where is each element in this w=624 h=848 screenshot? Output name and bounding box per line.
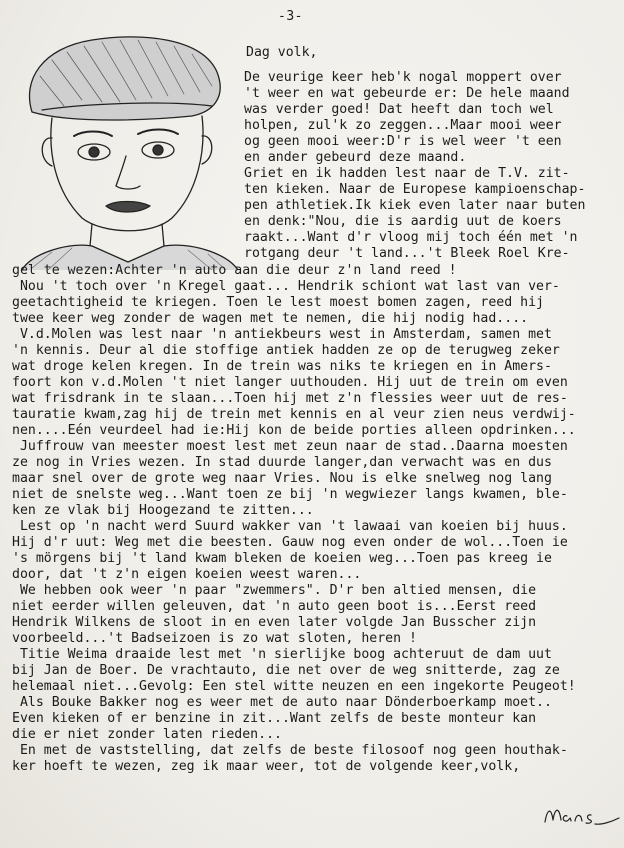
signature: [541, 796, 621, 836]
text-line: 'n kennis. Deur al die stoffige antiek hadden ze op de terugweg zeker: [12, 343, 560, 358]
text-line: Griet en ik hadden lest naar de T.V. zit-: [244, 166, 570, 181]
text-line: og geen mooi weer:D'r is wel weer 't een: [244, 134, 562, 149]
text-line: twee keer weg zonder de wagen met te nemen, die hij nodig had....: [12, 311, 529, 326]
text-line: ze nog in Vries wezen. In stad duurde langer,dan verwacht was en dus: [12, 455, 552, 470]
text-line: nen....Eén veurdeel had ie:Hij kon de beide porties alleen opdrinken...: [12, 423, 576, 438]
text-line: holpen, zul'k zo zeggen...Maar mooi weer: [244, 118, 562, 133]
text-line: Titie Weima draaide lest met 'n sierlijke boog achteruut de dam uut: [12, 647, 552, 662]
text-line: raakt...Want d'r vloog mij toch één met 'n: [244, 230, 578, 245]
page-number: -3-: [278, 9, 303, 24]
text-line: 's mörgens bij 't land kwam bleken de koeien weg...Toen pas kreeg ie: [12, 551, 552, 566]
text-line: wat droge kelen kregen. In de trein was niks te kriegen en in Amers-: [12, 359, 552, 374]
text-line: Nou 't toch over 'n Kregel gaat... Hendrik schiont wat last van ver-: [12, 279, 560, 294]
text-line: ten kieken. Naar de Europese kampioenschap-: [244, 182, 586, 197]
text-line: bij Jan de Boer. De vrachtauto, die net over de weg snitterde, zag ze: [12, 663, 560, 678]
text-line: We hebben ook weer 'n paar "zwemmers". D'r ben altied mensen, die: [12, 583, 537, 598]
text-line: tauratie kwam,zag hij de trein met kennis en al veur zien neus verdwij-: [12, 407, 576, 422]
text-line: die er niet zonder laten rieden...: [12, 727, 282, 742]
text-line: pen athletiek.Ik kiek even later naar buten: [244, 198, 586, 213]
text-line: Hendrik Wilkens de sloot in en even later volgde Jan Busscher zijn: [12, 615, 537, 630]
text-line: gel te wezen:Achter 'n auto aan die deur z'n land reed !: [12, 263, 457, 278]
text-line: rotgang deur 't land...'t Bleek Roel Kre-: [244, 246, 570, 261]
text-line: Hij d'r uut: Weg met die beesten. Gauw nog even onder de wol...Toen ie: [12, 535, 568, 550]
text-line: geetachtigheid te kriegen. Toen le lest moest bomen zagen, reed hij: [12, 295, 544, 310]
text-line: Juffrouw van meester moest lest met zeun naar de stad..Daarna moesten: [12, 439, 568, 454]
text-line: foort kon v.d.Molen 't niet langer uuthouden. Hij uut de trein om even: [12, 375, 568, 390]
text-line: door, dat 't z'n eigen koeien weest waren...: [12, 567, 362, 582]
text-line: was verder goed! Dat heeft dan toch wel: [244, 102, 554, 117]
text-line: en denk:"Nou, die is aardig uut de koers: [244, 214, 562, 229]
text-line: V.d.Molen was lest naar 'n antiekbeurs west in Amsterdam, samen met: [12, 327, 552, 342]
portrait-drawing: [12, 20, 244, 270]
text-line: en ander gebeurd deze maand.: [244, 150, 467, 165]
text-line: Als Bouke Bakker nog es weer met de auto naar Dönderboerkamp moet..: [12, 695, 552, 710]
text-line: De veurige keer heb'k nogal moppert over: [244, 70, 562, 85]
text-line: wat frisdrank in te slaan...Toen hij met z'n flessies weer uut de res-: [12, 391, 568, 406]
text-line: ker hoeft te wezen, zeg ik maar weer, tot de volgende keer,volk,: [12, 759, 521, 774]
text-line: Even kieken of er benzine in zit...Want zelfs de beste monteur kan: [12, 711, 537, 726]
text-line: maar snel over de grote weg naar Vries. Nou is elke snelweg nog lang: [12, 471, 552, 486]
text-line: niet de snelste weg...Want toen ze bij 'n wegwiezer langs kwamen, ble-: [12, 487, 568, 502]
text-line: 't weer en wat gebeurde er: De hele maand: [244, 86, 570, 101]
greeting: Dag volk,: [246, 45, 318, 60]
text-line: niet eerder willen geleuven, dat 'n auto geen boot is...Eerst reed: [12, 599, 537, 614]
text-line: ken ze vlak bij Hoogezand te zitten...: [12, 503, 314, 518]
text-line: Lest op 'n nacht werd Suurd wakker van 't lawaai van koeien bij huus.: [12, 519, 568, 534]
text-line: En met de vaststelling, dat zelfs de beste filosoof nog geen houthak-: [12, 743, 568, 758]
text-line: voorbeeld...'t Badseizoen is zo wat sloten, heren !: [12, 631, 417, 646]
text-line: helemaal niet...Gevolg: Een stel witte neuzen en een ingekorte Peugeot!: [12, 679, 576, 694]
